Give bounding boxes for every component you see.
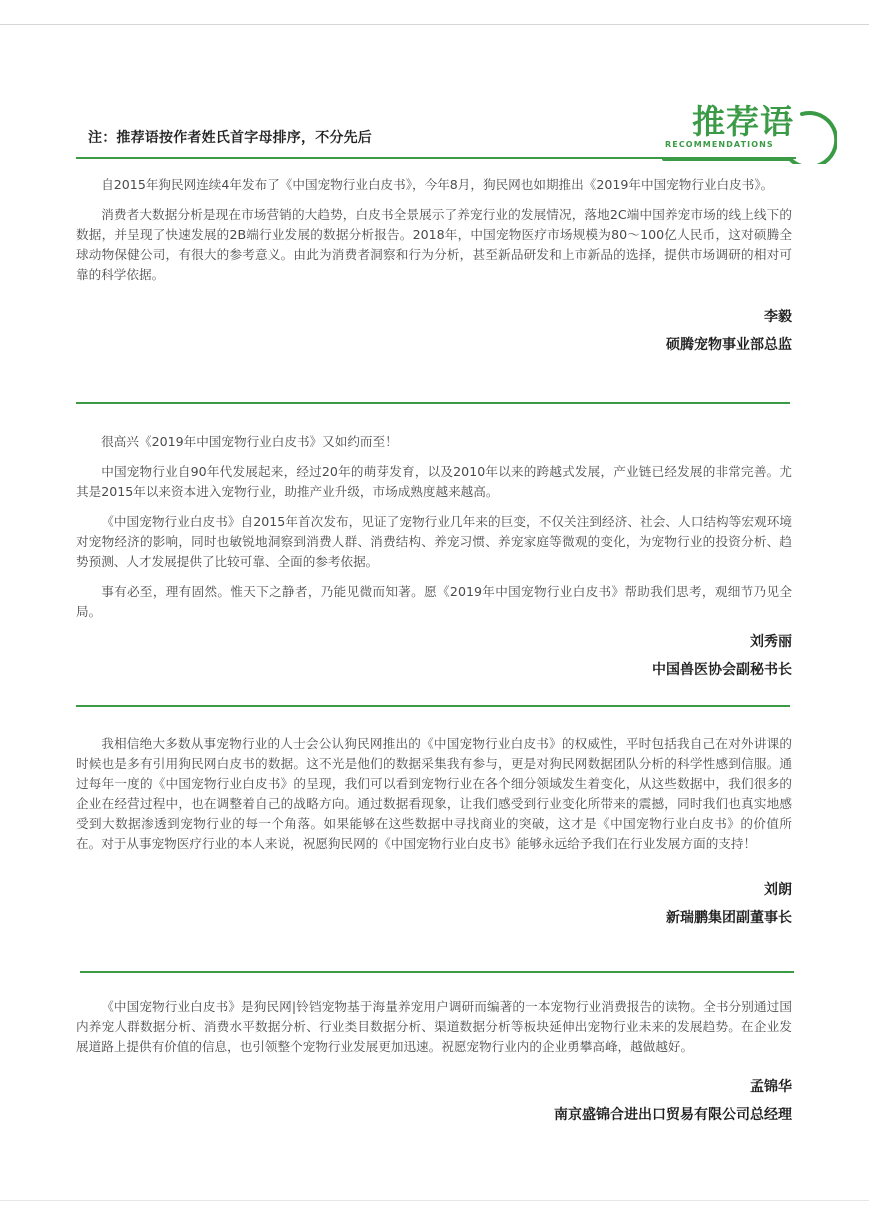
- signature: [76, 1077, 792, 1127]
- author-role: 硕腾宠物事业部总监: [666, 337, 792, 353]
- recommendation-4: [76, 997, 792, 1127]
- recommendation-1: [76, 175, 792, 357]
- author-name: 李毅: [764, 309, 792, 325]
- header-divider: [76, 157, 796, 159]
- badge-subtitle: RECOMMENDATIONS: [665, 140, 774, 149]
- page-bottom-rule: [0, 1200, 869, 1201]
- section-divider: [76, 402, 790, 404]
- author-name: 刘朗: [764, 882, 792, 898]
- paragraph: 消费者大数据分析是现在市场营销的大趋势，白皮书全景展示了养宠行业的发展情况，落地2C端中国养宠市场的线上线下的数据，并呈现了快速发展的2B端行业发展的数据分析报告。2018年，中国宠物医疗市场规模为80～100亿人民币，这对硕腾全球动物保健公司，有很大的参考意义。由此为消费者洞察和行为分析，甚至新品研发和上市新品的选择，提供市场调研的相对可靠的科学依据。: [76, 207, 792, 282]
- paragraph: 事有必至，理有固然。惟天下之静者，乃能见微而知著。愿《2019年中国宠物行业白皮书》帮助我们思考，观细节乃见全局。: [76, 584, 792, 619]
- author-name: 孟锦华: [750, 1079, 792, 1095]
- paragraph: 很高兴《2019年中国宠物行业白皮书》又如约而至！: [101, 434, 398, 449]
- paragraph: 《中国宠物行业白皮书》自2015年首次发布，见证了宠物行业几年来的巨变，不仅关注到经济、社会、人口结构等宏观环境对宠物经济的影响，同时也敏锐地洞察到消费人群、消费结构、养宠习惯、养宠家庭等微观的变化，为宠物行业的投资分析、趋势预测、人才发展提供了比较可靠、全面的参考依据。: [76, 514, 792, 569]
- paragraph: 自2015年狗民网连续4年发布了《中国宠物行业白皮书》，今年8月，狗民网也如期推出《2019年中国宠物行业白皮书》。: [101, 177, 774, 192]
- author-role: 新瑞鹏集团副董事长: [666, 910, 792, 926]
- recommendation-3: [76, 734, 792, 930]
- paragraph: 我相信绝大多数从事宠物行业的人士会公认狗民网推出的《中国宠物行业白皮书》的权威性，平时包括我自己在对外讲课的时候也是多有引用狗民网白皮书的数据。这不光是他们的数据采集我有参与，更是对狗民网数据团队分析的科学性感到信服。通过每年一度的《中国宠物行业白皮书》的呈现，我们可以看到宠物行业在各个细分领域发生着变化，从这些数据中，我们很多的企业在经营过程中，也在调整着自己的战略方向。通过数据看现象，让我们感受到行业变化所带来的震撼，同时我们也真实地感受到大数据渗透到宠物行业的每一个角落。如果能够在这些数据中寻找商业的突破，这才是《中国宠物行业白皮书》的价值所在。对于从事宠物医疗行业的本人来说，祝愿狗民网的《中国宠物行业白皮书》能够永远给予我们在行业发展方面的支持！: [76, 736, 792, 851]
- section-divider: [80, 971, 794, 973]
- recommendation-2: [76, 432, 792, 682]
- paragraph: 《中国宠物行业白皮书》是狗民网|铃铛宠物基于海量养宠用户调研而编著的一本宠物行业消费报告的读物。全书分别通过国内养宠人群数据分析、消费水平数据分析、行业类目数据分析、渠道数据分析等板块延伸出宠物行业未来的发展趋势。在企业发展道路上提供有价值的信息，也引领整个宠物行业发展更加迅速。祝愿宠物行业内的企业勇攀高峰，越做越好。: [76, 999, 792, 1054]
- author-name: 刘秀丽: [750, 634, 792, 650]
- section-divider: [76, 705, 790, 707]
- signature: [76, 307, 792, 357]
- badge-title: 推荐语: [692, 102, 794, 141]
- author-role: 中国兽医协会副秘书长: [652, 662, 792, 678]
- paragraph: 中国宠物行业自90年代发展起来，经过20年的萌芽发育，以及2010年以来的跨越式发展，产业链已经发展的非常完善。尤其是2015年以来资本进入宠物行业，助推产业升级，市场成熟度越来越高。: [76, 464, 792, 499]
- signature: [76, 880, 792, 930]
- ordering-note: 注：推荐语按作者姓氏首字母排序，不分先后: [88, 130, 372, 146]
- page-top-rule: [0, 24, 869, 25]
- signature: [76, 632, 792, 682]
- author-role: 南京盛锦合进出口贸易有限公司总经理: [554, 1107, 792, 1123]
- recommendations-badge: [662, 96, 837, 164]
